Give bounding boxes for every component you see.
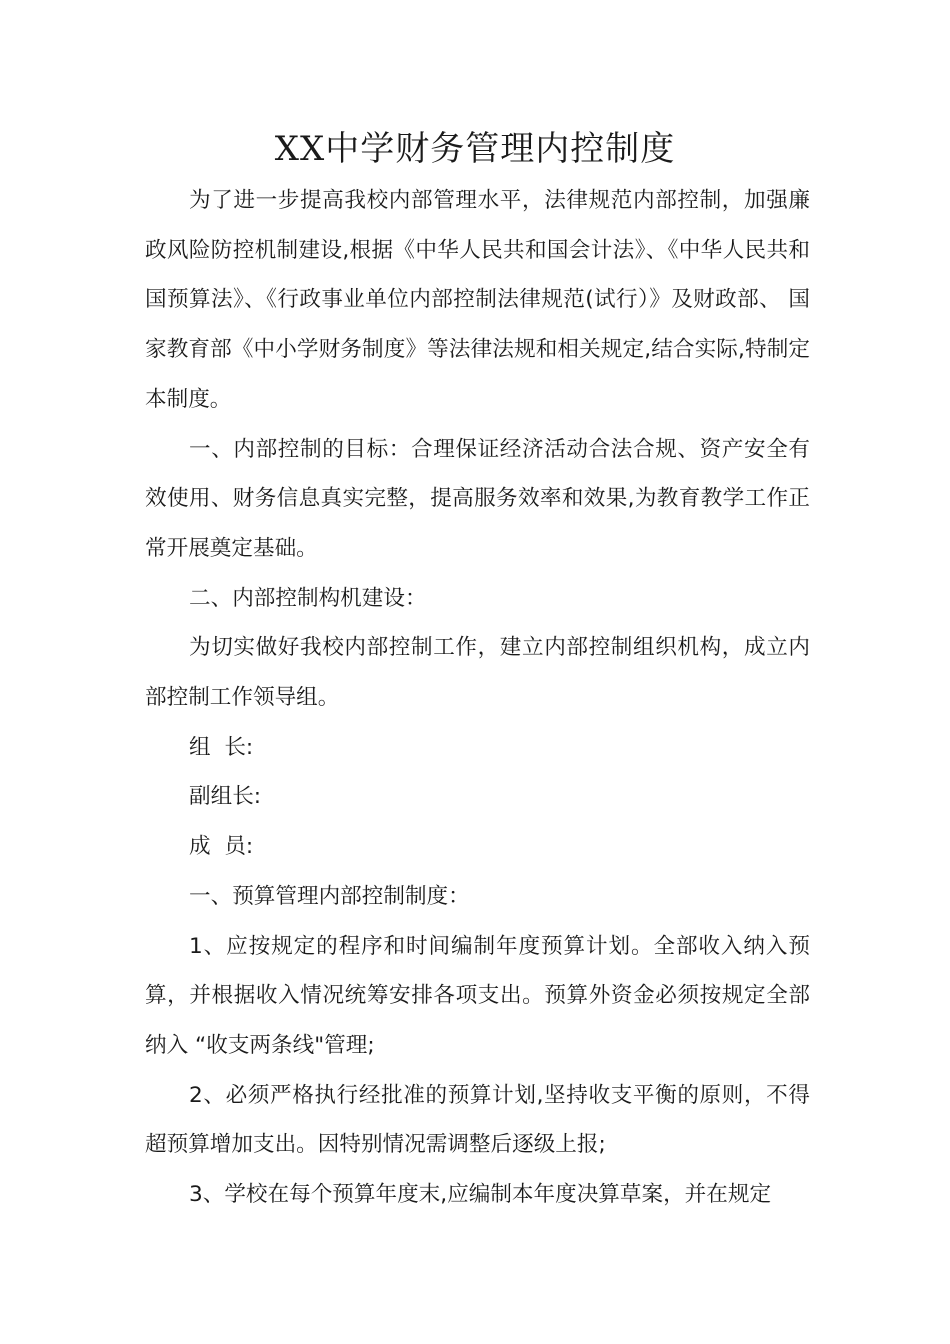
- intro-paragraph: 为了进一步提高我校内部管理水平，法律规范内部控制，加强廉政风险防控机制建设,根据《中华人民共和国会计法》、《中华人民共和国预算法》、《行政事业单位内部控制法律规范(试行）》及财政部、 国家教育部《中小学财务制度》等法律法规和相关规定,结合实际,特制定本制度。: [145, 188, 810, 412]
- budget-item-3: 3、学校在每个预算年度末,应编制本年度决算草案，并在规定: [189, 1182, 772, 1208]
- budget-item-1: 1、应按规定的程序和时间编制年度预算计划。全部收入纳入预算，并根据收入情况统筹安排各项支出。预算外资金必须按规定全部纳入 “收支两条线"管理;: [145, 933, 810, 1058]
- member-members-line: 成 员:: [189, 834, 254, 860]
- control-goal-paragraph: 一、内部控制的目标：合理保证经济活动合法合规、资产安全有效使用、财务信息真实完整，提高服务效率和效果,为教育教学工作正常开展奠定基础。: [145, 436, 810, 561]
- member-deputy-leader-line: 副组长:: [189, 784, 262, 810]
- document-body: [145, 176, 810, 1220]
- budget-item-2: 2、必须严格执行经批准的预算计划,坚持收支平衡的原则，不得超预算增加支出。因特别情况需调整后逐级上报;: [145, 1082, 810, 1158]
- organization-paragraph: 为切实做好我校内部控制工作，建立内部控制组织机构，成立内部控制工作领导组。: [145, 635, 810, 711]
- section-heading-budget: 一、预算管理内部控制制度：: [189, 883, 470, 909]
- document-title: XX中学财务管理内控制度: [274, 129, 676, 169]
- section-heading-organization: 二、内部控制构机建设：: [189, 585, 427, 611]
- member-leader-line: 组 长:: [189, 734, 254, 760]
